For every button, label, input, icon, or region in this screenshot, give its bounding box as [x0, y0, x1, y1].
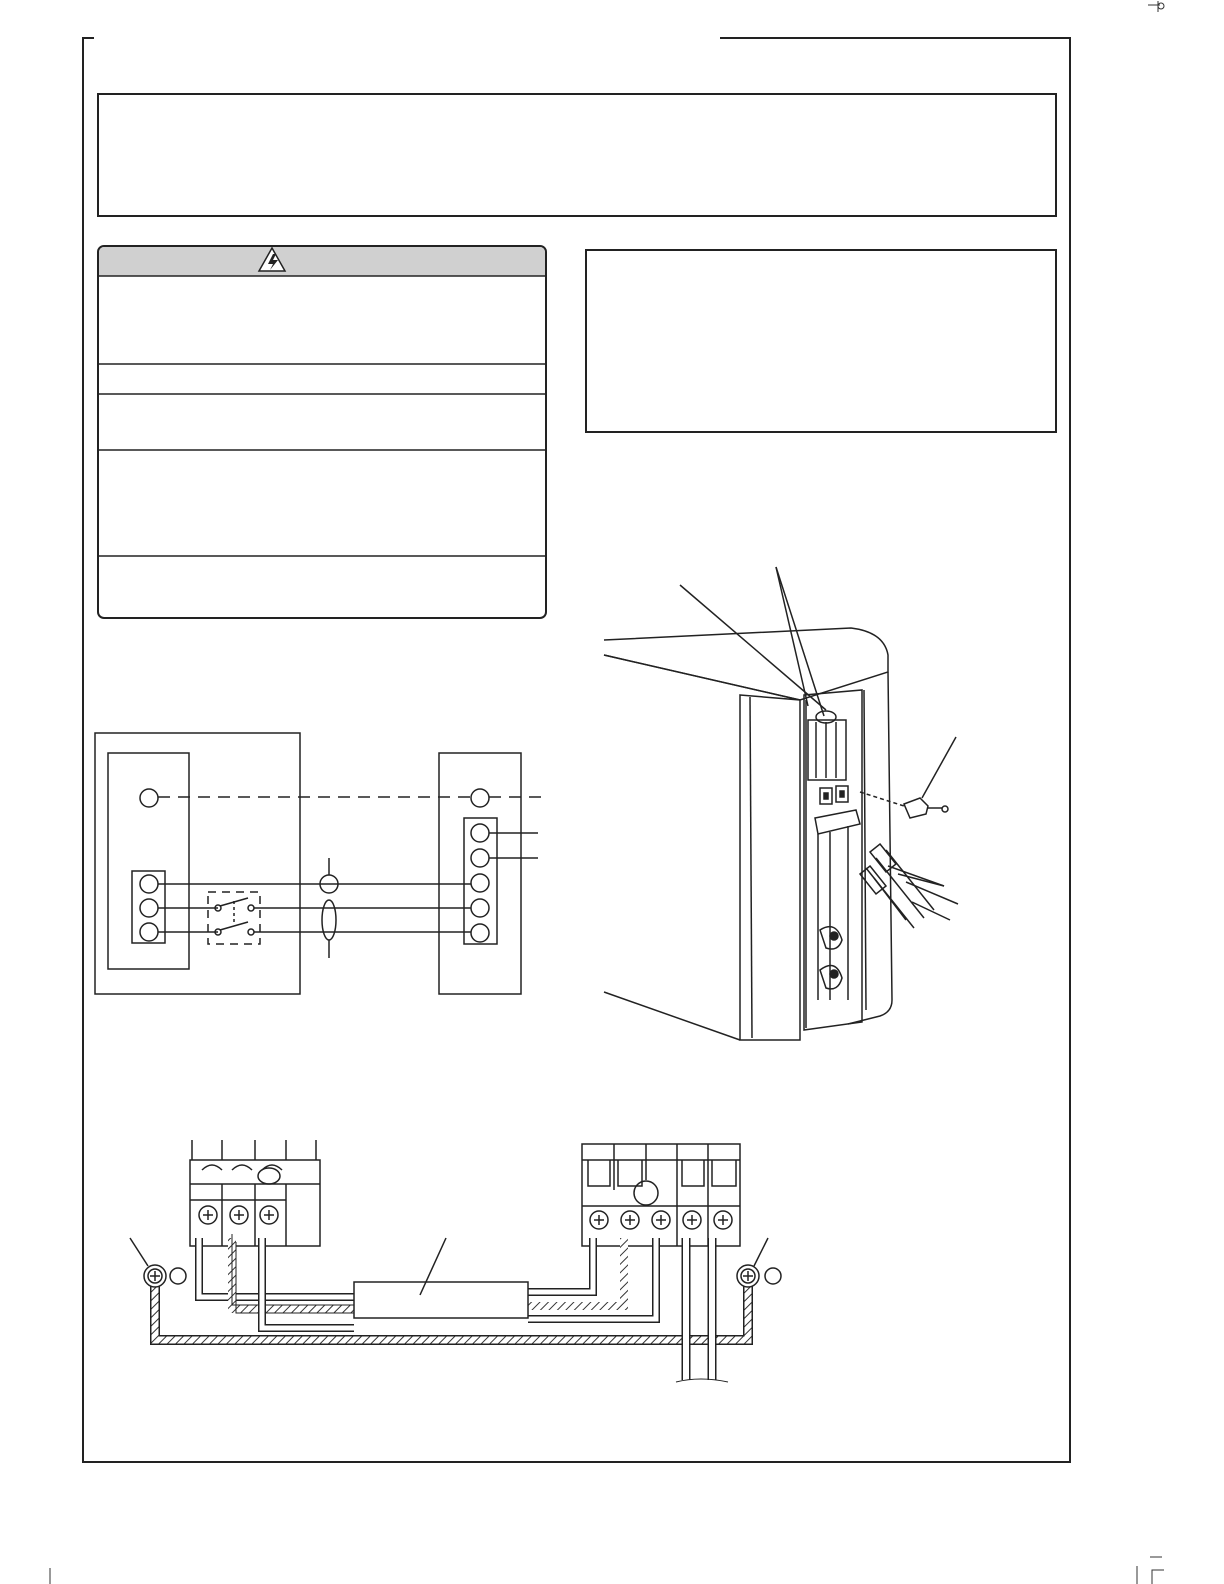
wiring-schematic: [95, 733, 548, 994]
circuit-breaker-switch: [208, 892, 260, 944]
indoor-unit-outline: [95, 733, 300, 994]
terminal-block-illustration: [808, 720, 846, 780]
outdoor-terminal: [471, 924, 489, 942]
outdoor-terminal: [471, 824, 489, 842]
unit-front-edge: [740, 695, 800, 1040]
leader-lines: [680, 567, 958, 920]
outdoor-unit-illustration: [604, 567, 958, 1040]
unit-top-panel: [604, 628, 888, 700]
cable-clamp-plate: [815, 810, 860, 834]
fixing-screw: [942, 806, 948, 812]
info-box: [586, 250, 1056, 432]
cable-sheath: [354, 1282, 528, 1318]
crop-marks: [50, 1, 1164, 1584]
ground-screw-right: [737, 1238, 781, 1287]
warning-panel: [98, 246, 546, 618]
ground-screw-left: [130, 1238, 186, 1287]
indoor-ground-terminal: [140, 789, 158, 807]
indoor-terminal-block-detail: [190, 1140, 320, 1246]
terminal-wiring-detail: [130, 1140, 781, 1382]
terminal-cap: [816, 711, 836, 723]
outdoor-terminal: [471, 849, 489, 867]
wire-bundle-marker: [322, 900, 336, 940]
outdoor-terminal-block: [464, 818, 497, 944]
indoor-terminal: [140, 875, 158, 893]
indoor-terminal: [140, 923, 158, 941]
outdoor-ground-terminal: [471, 789, 489, 807]
outdoor-terminal: [471, 899, 489, 917]
bracket-cover-part: [904, 798, 928, 818]
side-panel-edge: [848, 672, 892, 1024]
top-notice-box: [98, 94, 1056, 216]
power-cable-leads: [676, 1238, 728, 1382]
outdoor-terminal: [471, 874, 489, 892]
service-panel-opening: [804, 690, 862, 1030]
warning-header: [99, 247, 545, 276]
indoor-terminal-panel: [108, 753, 189, 969]
indoor-terminal: [140, 899, 158, 917]
outdoor-terminal-block-detail: [582, 1144, 740, 1246]
